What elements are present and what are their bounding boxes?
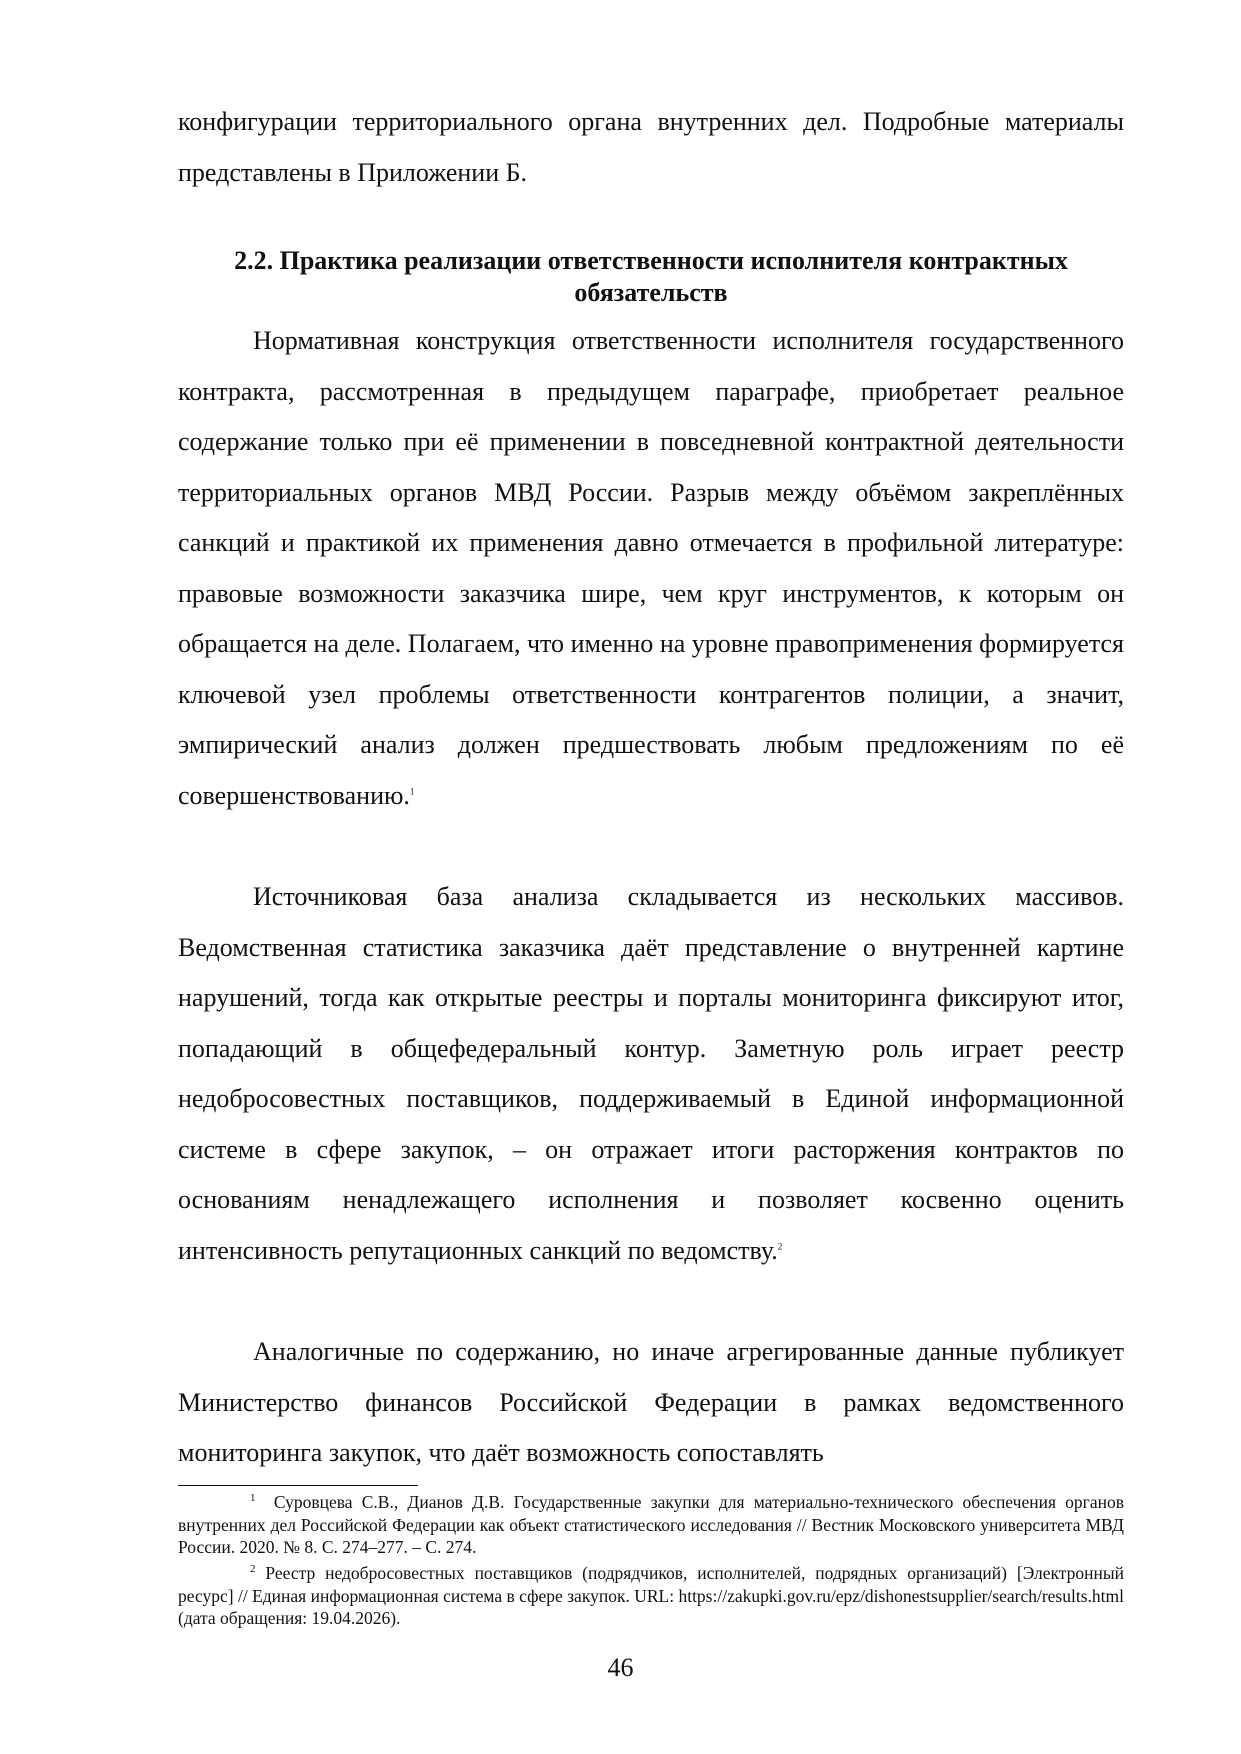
- footnote-marker-2: 2: [250, 1563, 256, 1576]
- footnote-ref-1[interactable]: 1: [409, 785, 415, 796]
- paragraph-2: [178, 872, 1124, 1276]
- footnote-marker-1: 1: [250, 1492, 256, 1505]
- footnote-1: [178, 1491, 1124, 1559]
- footnote-text-2: Реестр недобросовестных поставщиков (подрядчиков, исполнителей, подрядных организаций) [Электронный ресурс] // Единая информационная система в сфере закупок. URL: https://zakupki.gov.ru/epz/dishonestsupplier/search/results.html (дата обращения: 19.04.2026).: [178, 1563, 1125, 1628]
- footnote-2: [178, 1562, 1124, 1630]
- footnote-separator: [178, 1485, 418, 1486]
- paragraph-continuation: конфигурации территориального органа внутренних дел. Подробные материалы представлены в Приложении Б.: [178, 107, 1124, 187]
- paragraph-2-text: Источниковая база анализа складывается из нескольких массивов. Ведомственная статистика заказчика даёт представление о внутренней картине нарушений, тогда как открытые реестры и порталы мониторинга фиксируют итог, попадающий в общефедеральный контур. Заметную роль играет реестр недобросовестных поставщиков, поддерживаемый в Единой информационной системе в сфере закупок, – он отражает итоги расторжения контрактов по основаниям ненадлежащего исполнения и позволяет косвенно оценить интенсивность репутационных санкций по ведомству.: [178, 882, 1124, 1265]
- section-heading: 2.2. Практика реализации ответственности исполнителя контрактных обязательств: [234, 246, 1068, 307]
- paragraph-1-text: Нормативная конструкция ответственности исполнителя государственного контракта, рассмотренная в предыдущем параграфе, приобретает реальное содержание только при её применении в повседневной контрактной деятельности территориальных органов МВД России. Разрыв между объёмом закреплённых санкций и практикой их применения давно отмечается в профильной литературе: правовые возможности заказчика шире, чем круг инструментов, к которым он обращается на деле. Полагаем, что именно на уровне правоприменения формируется ключевой узел проблемы ответственности контрагентов полиции, а значит, эмпирический анализ должен предшествовать любым предложениям по её совершенствованию.: [178, 326, 1124, 810]
- paragraph-3: Аналогичные по содержанию, но иначе агрегированные данные публикует Министерство финансов Российской Федерации в рамках ведомственного мониторинга закупок, что даёт возможность сопоставлять: [178, 1337, 1124, 1467]
- page-number: 46: [607, 1653, 634, 1682]
- footnote-text-1: Суровцева С.В., Дианов Д.В. Государственные закупки для материально-технического обеспечения органов внутренних дел Российской Федерации как объект статистического исследования // Вестник Московского университета МВД России. 2020. № 8. С. 274–277. – С. 274.: [178, 1492, 1124, 1557]
- paragraph-1: [178, 316, 1124, 821]
- footnote-ref-2[interactable]: 2: [777, 1240, 783, 1251]
